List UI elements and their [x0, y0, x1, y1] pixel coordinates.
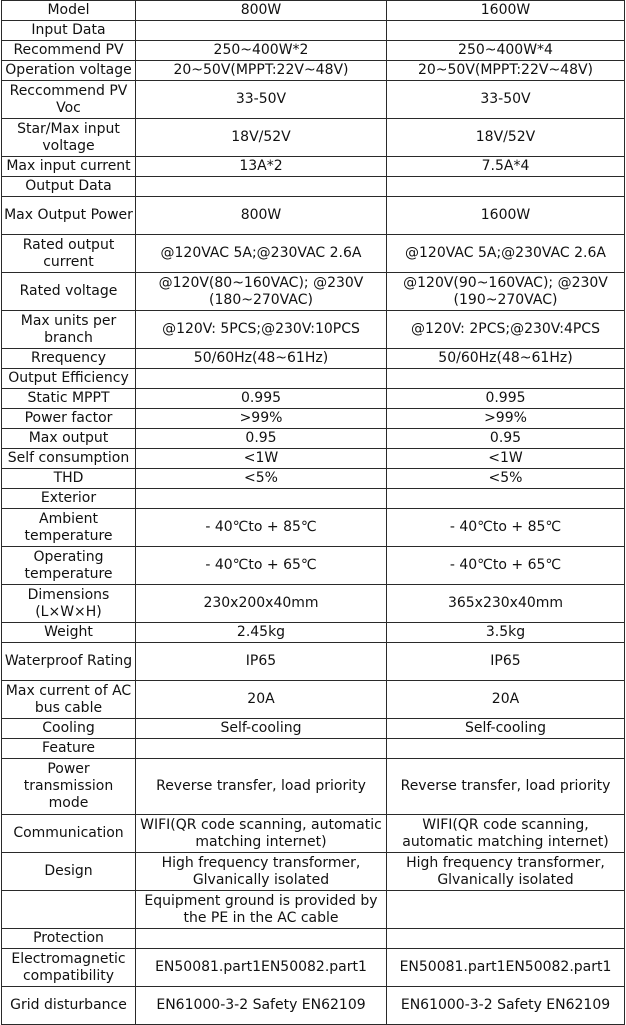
model-1600w-cell: <1W — [387, 449, 625, 469]
model-1600w-cell: 7.5A*4 — [387, 157, 625, 177]
table-row — [2, 81, 625, 119]
model-800w-cell: 800W — [136, 197, 387, 235]
spec-table-body — [2, 1, 625, 1025]
model-800w-cell: 20A — [136, 681, 387, 719]
spec-label-cell: Max input current — [2, 157, 136, 177]
model-1600w-cell: 20~50V(MPPT:22V~48V) — [387, 61, 625, 81]
model-800w-cell: 230x200x40mm — [136, 585, 387, 623]
model-800w-cell: @120V: 5PCS;@230V:10PCS — [136, 311, 387, 349]
model-1600w-cell: <5% — [387, 469, 625, 489]
model-800w-cell: High frequency transformer, Glvanically isolated — [136, 853, 387, 891]
model-1600w-cell: @120VAC 5A;@230VAC 2.6A — [387, 235, 625, 273]
model-1600w-cell: 3.5kg — [387, 623, 625, 643]
model-1600w-cell — [387, 891, 625, 929]
model-800w-cell — [136, 177, 387, 197]
table-row — [2, 369, 625, 389]
model-800w-cell — [136, 369, 387, 389]
model-1600w-cell: >99% — [387, 409, 625, 429]
model-800w-cell: Equipment ground is provided by the PE in the AC cable — [136, 891, 387, 929]
spec-label-cell: Protection — [2, 929, 136, 949]
table-row — [2, 469, 625, 489]
spec-label-cell: Star/Max input voltage — [2, 119, 136, 157]
spec-label-cell: Max units per branch — [2, 311, 136, 349]
table-row — [2, 681, 625, 719]
table-row — [2, 509, 625, 547]
spec-label-cell: Communication — [2, 815, 136, 853]
spec-label-cell: Rrequency — [2, 349, 136, 369]
model-1600w-cell: 0.995 — [387, 389, 625, 409]
spec-label-cell: Weight — [2, 623, 136, 643]
table-row — [2, 349, 625, 369]
model-1600w-cell — [387, 929, 625, 949]
model-800w-cell: EN50081.part1EN50082.part1 — [136, 949, 387, 987]
table-row — [2, 489, 625, 509]
model-800w-cell: @120V(80~160VAC); @230V (180~270VAC) — [136, 273, 387, 311]
model-800w-cell — [136, 21, 387, 41]
table-row — [2, 197, 625, 235]
model-800w-cell — [136, 489, 387, 509]
table-row — [2, 41, 625, 61]
model-800w-cell: 0.95 — [136, 429, 387, 449]
model-1600w-cell — [387, 21, 625, 41]
spec-label-cell: THD — [2, 469, 136, 489]
model-1600w-cell: High frequency transformer, Glvanically isolated — [387, 853, 625, 891]
spec-label-cell: Max output — [2, 429, 136, 449]
model-1600w-cell: IP65 — [387, 643, 625, 681]
spec-label-cell: Operation voltage — [2, 61, 136, 81]
model-1600w-cell: 0.95 — [387, 429, 625, 449]
spec-label-cell: Reccommend PV Voc — [2, 81, 136, 119]
spec-label-cell: Power factor — [2, 409, 136, 429]
spec-label-cell: Electromagnetic compatibility — [2, 949, 136, 987]
model-1600w-cell: 365x230x40mm — [387, 585, 625, 623]
model-1600w-cell: - 40℃to + 65℃ — [387, 547, 625, 585]
model-800w-cell: - 40℃to + 65℃ — [136, 547, 387, 585]
model-1600w-cell — [387, 177, 625, 197]
table-row — [2, 739, 625, 759]
table-row — [2, 815, 625, 853]
table-row — [2, 585, 625, 623]
model-1600w-cell: 1600W — [387, 1, 625, 21]
model-800w-cell: >99% — [136, 409, 387, 429]
model-800w-cell: 0.995 — [136, 389, 387, 409]
spec-label-cell: Rated output current — [2, 235, 136, 273]
table-row — [2, 119, 625, 157]
table-row — [2, 273, 625, 311]
spec-label-cell: Max current of AC bus cable — [2, 681, 136, 719]
table-row — [2, 949, 625, 987]
spec-label-cell: Max Output Power — [2, 197, 136, 235]
model-1600w-cell: Self-cooling — [387, 719, 625, 739]
model-800w-cell: IP65 — [136, 643, 387, 681]
spec-label-cell: Grid disturbance — [2, 987, 136, 1025]
spec-label-cell: Output Efficiency — [2, 369, 136, 389]
table-row — [2, 157, 625, 177]
spec-label-cell: Input Data — [2, 21, 136, 41]
model-1600w-cell — [387, 489, 625, 509]
model-1600w-cell: EN61000-3-2 Safety EN62109 — [387, 987, 625, 1025]
spec-label-cell: Exterior — [2, 489, 136, 509]
model-1600w-cell: - 40℃to + 85℃ — [387, 509, 625, 547]
table-row — [2, 311, 625, 349]
table-row — [2, 449, 625, 469]
table-row — [2, 1, 625, 21]
model-1600w-cell: WIFI(QR code scanning, automatic matching internet) — [387, 815, 625, 853]
model-800w-cell — [136, 739, 387, 759]
model-1600w-cell: EN50081.part1EN50082.part1 — [387, 949, 625, 987]
table-row — [2, 21, 625, 41]
model-800w-cell: 13A*2 — [136, 157, 387, 177]
spec-label-cell: Feature — [2, 739, 136, 759]
model-1600w-cell: @120V: 2PCS;@230V:4PCS — [387, 311, 625, 349]
table-row — [2, 389, 625, 409]
spec-label-cell: Recommend PV — [2, 41, 136, 61]
model-1600w-cell: 50/60Hz(48~61Hz) — [387, 349, 625, 369]
spec-label-cell: Output Data — [2, 177, 136, 197]
table-row — [2, 61, 625, 81]
model-800w-cell: <5% — [136, 469, 387, 489]
model-1600w-cell — [387, 369, 625, 389]
model-800w-cell — [136, 929, 387, 949]
table-row — [2, 719, 625, 739]
spec-label-cell: Power transmission mode — [2, 759, 136, 815]
model-800w-cell: Reverse transfer, load priority — [136, 759, 387, 815]
spec-label-cell: Ambient temperature — [2, 509, 136, 547]
spec-label-cell: Cooling — [2, 719, 136, 739]
spec-label-cell — [2, 891, 136, 929]
table-row — [2, 429, 625, 449]
model-1600w-cell: 33-50V — [387, 81, 625, 119]
model-800w-cell: 800W — [136, 1, 387, 21]
table-row — [2, 177, 625, 197]
model-1600w-cell: Reverse transfer, load priority — [387, 759, 625, 815]
spec-label-cell: Self consumption — [2, 449, 136, 469]
spec-label-cell: Dimensions (L×W×H) — [2, 585, 136, 623]
spec-label-cell: Design — [2, 853, 136, 891]
model-1600w-cell: 20A — [387, 681, 625, 719]
table-row — [2, 853, 625, 891]
table-row — [2, 891, 625, 929]
spec-table — [1, 0, 625, 1025]
table-row — [2, 547, 625, 585]
model-1600w-cell: @120V(90~160VAC); @230V (190~270VAC) — [387, 273, 625, 311]
table-row — [2, 409, 625, 429]
model-800w-cell: Self-cooling — [136, 719, 387, 739]
model-800w-cell: 2.45kg — [136, 623, 387, 643]
model-800w-cell: 50/60Hz(48~61Hz) — [136, 349, 387, 369]
model-800w-cell: 250~400W*2 — [136, 41, 387, 61]
spec-label-cell: Waterproof Rating — [2, 643, 136, 681]
model-1600w-cell — [387, 739, 625, 759]
model-1600w-cell: 250~400W*4 — [387, 41, 625, 61]
spec-label-cell: Model — [2, 1, 136, 21]
model-800w-cell: EN61000-3-2 Safety EN62109 — [136, 987, 387, 1025]
model-800w-cell: - 40℃to + 85℃ — [136, 509, 387, 547]
model-1600w-cell: 18V/52V — [387, 119, 625, 157]
spec-label-cell: Rated voltage — [2, 273, 136, 311]
model-1600w-cell: 1600W — [387, 197, 625, 235]
table-row — [2, 759, 625, 815]
table-row — [2, 929, 625, 949]
model-800w-cell: 33-50V — [136, 81, 387, 119]
model-800w-cell: @120VAC 5A;@230VAC 2.6A — [136, 235, 387, 273]
model-800w-cell: WIFI(QR code scanning, automatic matching internet) — [136, 815, 387, 853]
table-row — [2, 987, 625, 1025]
spec-label-cell: Operating temperature — [2, 547, 136, 585]
table-row — [2, 235, 625, 273]
table-row — [2, 643, 625, 681]
model-800w-cell: 20~50V(MPPT:22V~48V) — [136, 61, 387, 81]
table-row — [2, 623, 625, 643]
model-800w-cell: 18V/52V — [136, 119, 387, 157]
spec-label-cell: Static MPPT — [2, 389, 136, 409]
model-800w-cell: <1W — [136, 449, 387, 469]
